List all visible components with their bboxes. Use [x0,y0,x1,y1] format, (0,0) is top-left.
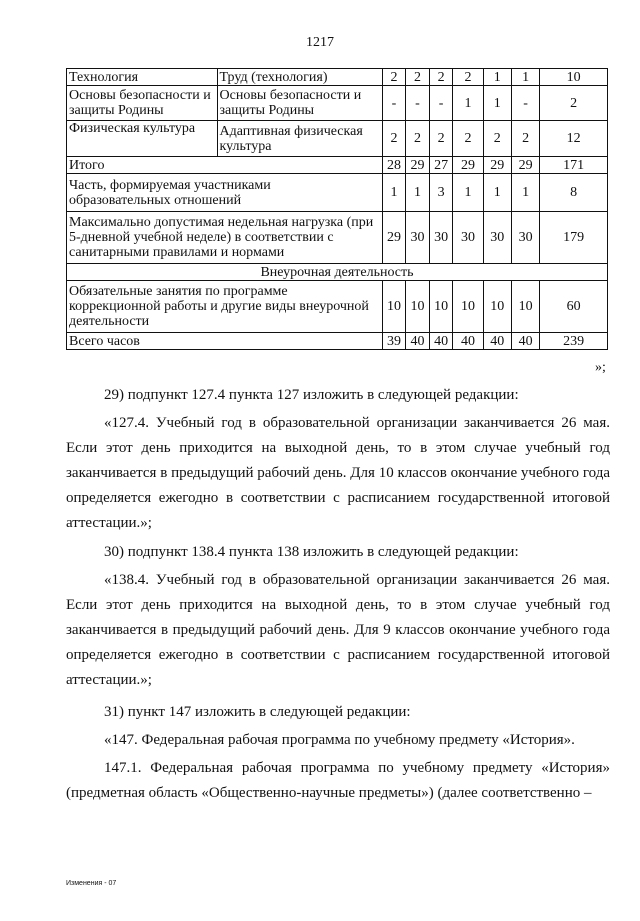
body-text [66,383,610,536]
cell-value: 10 [483,281,511,333]
cell-total: 12 [540,121,608,157]
cell-value: 30 [453,212,483,264]
cell-value: 2 [429,121,453,157]
paragraph: «138.4. Учебный год в образовательной организации заканчивается 26 мая. Если этот день приходится на выходной день, то в этом случае учебный год заканчивается в предыдущий рабочий день. Для 9 классов окончание учебного года определяется ежегодно в соответствии с расписанием государственной итоговой аттестации.»; [66,572,610,688]
cell-value: 1 [483,86,511,121]
cell-value: 29 [406,157,430,174]
cell-label: Всего часов [67,333,383,350]
cell-value: 10 [429,281,453,333]
table-row [67,121,608,157]
table-row [67,333,608,350]
cell-total: 2 [540,86,608,121]
paragraph: 29) подпункт 127.4 пункта 127 изложить в следующей редакции: [104,387,519,403]
cell-label-text: Часть, формируемая участниками образовательных отношений [69,177,271,208]
cell-value: 40 [511,333,539,350]
paragraph: 31) пункт 147 изложить в следующей редакции: [104,704,411,720]
quote-end: »; [595,360,606,375]
cell-value: 30 [511,212,539,264]
cell-value: 2 [382,121,406,157]
cell-label: Максимально допустимая недельная нагрузка (при 5-дневной учебной неделе) в соответствии с санитарными правилами и нормами [67,212,383,264]
cell-value: - [511,86,539,121]
cell-value: 2 [406,121,430,157]
cell-value: 10 [382,281,406,333]
cell-total: 60 [540,281,608,333]
cell-value: 2 [406,69,430,86]
cell-value: 1 [511,174,539,212]
cell-value: 1 [483,174,511,212]
cell-value: 3 [429,174,453,212]
cell-subject: Основы безопасности и защиты Родины [217,86,382,121]
table-row [67,281,608,333]
cell-value: 30 [406,212,430,264]
cell-value: 30 [483,212,511,264]
cell-value: 10 [511,281,539,333]
cell-area: Основы безопасности и защиты Родины [67,86,218,121]
cell-value: 29 [511,157,539,174]
cell-area: Технология [67,69,218,86]
table-row [67,174,608,212]
cell-value: 28 [382,157,406,174]
section-header-extracurricular: Внеурочная деятельность [67,264,608,281]
cell-value: 2 [453,69,483,86]
body-text [66,540,610,693]
cell-value: 39 [382,333,406,350]
table-row [67,69,608,86]
paragraph: «147. Федеральная рабочая программа по учебному предмету «История». [104,732,575,748]
paragraph: 30) подпункт 138.4 пункта 138 изложить в следующей редакции: [104,544,519,560]
cell-value: 27 [429,157,453,174]
cell-value: 1 [382,174,406,212]
cell-label [67,174,383,212]
paragraph: 147.1. Федеральная рабочая программа по учебному предмету «История» (предметная область «Общественно-научные предметы») (далее соответственно – [66,760,610,801]
table-row [67,86,608,121]
cell-value: 30 [429,212,453,264]
cell-value: - [406,86,430,121]
footer-note: Изменения - 07 [66,880,117,887]
cell-value: 29 [382,212,406,264]
cell-value: 10 [453,281,483,333]
cell-value: 2 [382,69,406,86]
cell-value: 1 [453,174,483,212]
cell-total: 10 [540,69,608,86]
cell-area: Физическая культура [67,121,218,157]
cell-value: 1 [511,69,539,86]
table-section-header [67,264,608,281]
cell-label: Обязательные занятия по программе коррекционной работы и другие виды внеурочной деятельности [67,281,383,333]
cell-value: 1 [453,86,483,121]
cell-value: 10 [406,281,430,333]
table-row [67,212,608,264]
paragraph: «127.4. Учебный год в образовательной организации заканчивается 26 мая. Если этот день приходится на выходной день, то в этом случае учебный год заканчивается в предыдущий рабочий день. Для 10 классов окончание учебного года определяется ежегодно в соответствии с расписанием государственной итоговой аттестации.»; [66,415,610,531]
cell-value: 2 [511,121,539,157]
cell-value: 40 [483,333,511,350]
page-number: 1217 [306,35,334,50]
body-text [66,700,610,806]
cell-value: 40 [429,333,453,350]
cell-value: 1 [483,69,511,86]
cell-total: 171 [540,157,608,174]
cell-value: 1 [406,174,430,212]
cell-value: 2 [453,121,483,157]
cell-value: 2 [483,121,511,157]
cell-subject: Адаптивная физическая культура [217,121,382,157]
cell-value: 29 [453,157,483,174]
cell-value: - [429,86,453,121]
cell-total: 8 [540,174,608,212]
cell-value: 40 [406,333,430,350]
table-row [67,157,608,174]
cell-value: 40 [453,333,483,350]
cell-label: Итого [67,157,383,174]
cell-value: 29 [483,157,511,174]
curriculum-table [66,68,608,350]
cell-total: 179 [540,212,608,264]
cell-subject: Труд (технология) [217,69,382,86]
cell-value: - [382,86,406,121]
cell-value: 2 [429,69,453,86]
cell-total: 239 [540,333,608,350]
